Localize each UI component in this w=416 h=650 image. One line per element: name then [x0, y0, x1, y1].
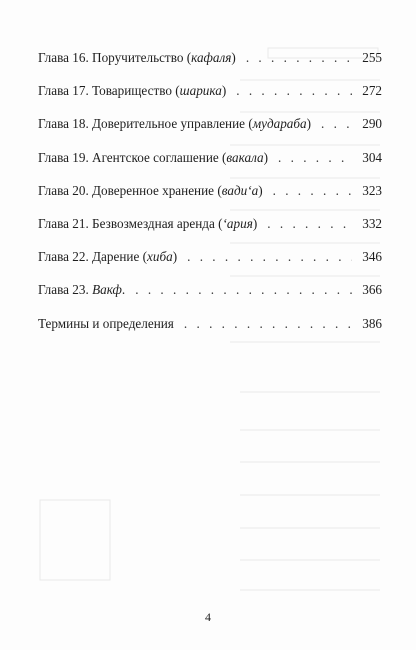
toc-entry-title: Глава 20. Доверенное хранение (вади‘а)	[38, 182, 263, 198]
toc-entry-page: 323	[362, 182, 382, 198]
toc-entry-page: 346	[362, 249, 382, 265]
toc-entry-page: 255	[362, 50, 382, 65]
toc-entry-page: 386	[362, 315, 382, 331]
toc-leader-dots	[236, 83, 352, 99]
toc-entry-title: Глава 23. Вакф.	[38, 282, 126, 298]
toc-leader-dots	[184, 316, 352, 332]
table-of-contents	[38, 50, 382, 349]
toc-entry	[38, 316, 382, 349]
toc-entry	[38, 116, 382, 149]
toc-entry	[38, 282, 382, 315]
toc-leader-dots	[135, 282, 352, 298]
toc-entry-page: 290	[362, 116, 382, 132]
toc-entry-page: 272	[362, 83, 382, 99]
toc-entry	[38, 249, 382, 282]
toc-entry	[38, 183, 382, 216]
toc-entry	[38, 50, 382, 83]
toc-entry-title: Термины и определения	[38, 315, 174, 331]
toc-entry-title: Глава 16. Поручительство (кафаля)	[38, 50, 236, 65]
toc-leader-dots	[187, 249, 352, 265]
toc-entry-title: Глава 21. Безвозмездная аренда (‘ария)	[38, 215, 258, 231]
toc-entry	[38, 83, 382, 116]
toc-leader-dots	[278, 150, 352, 166]
toc-leader-dots	[321, 116, 352, 132]
toc-entry-title: Глава 18. Доверительное управление (мудараба)	[38, 116, 312, 132]
toc-entry-page: 366	[362, 282, 382, 298]
page-number: 4	[205, 610, 211, 624]
toc-entry-page: 304	[362, 149, 382, 165]
toc-leader-dots	[273, 183, 352, 199]
toc-entry-title: Глава 17. Товарищество (шарика)	[38, 83, 227, 99]
toc-entry-page: 332	[362, 215, 382, 231]
toc-entry-title: Глава 22. Дарение (хиба)	[38, 249, 178, 265]
toc-leader-dots	[246, 50, 352, 66]
toc-entry-title: Глава 19. Агентское соглашение (вакала)	[38, 149, 268, 165]
toc-entry	[38, 150, 382, 183]
toc-leader-dots	[267, 216, 352, 232]
toc-entry	[38, 216, 382, 249]
